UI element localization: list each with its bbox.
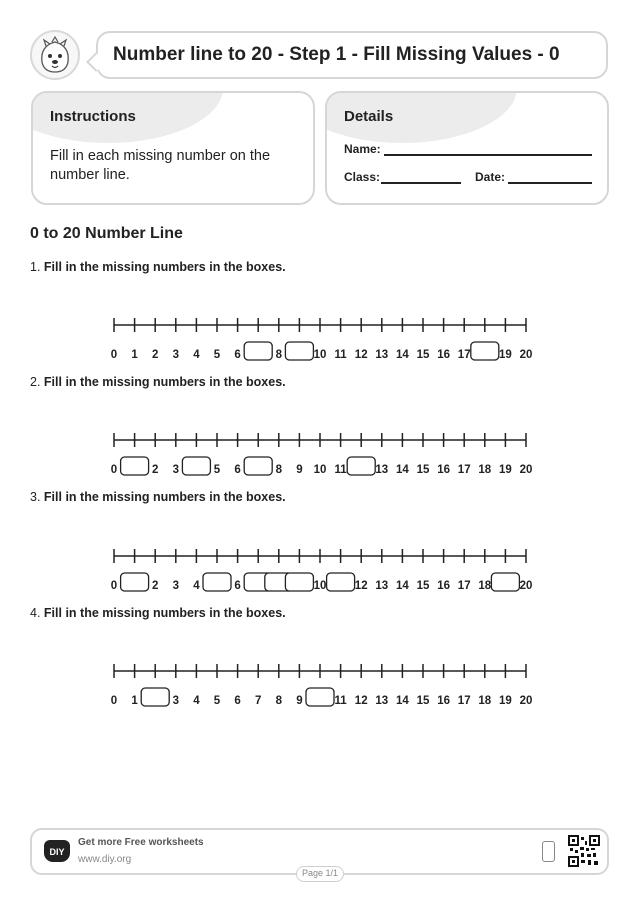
tick-label: 4 [193,580,200,592]
tick-label: 3 [172,695,180,707]
question-text: Fill in the missing numbers in the boxes. [43,606,286,620]
answer-box[interactable] [491,573,519,591]
tick-label: 11 [334,464,347,476]
page-indicator: Page 1/1 [296,866,344,882]
class-field[interactable] [381,182,461,184]
tick-label: 8 [275,695,283,707]
tick-label: 1 [131,695,138,707]
phone-icon [542,841,555,862]
tick-label: 16 [437,349,450,361]
instructions-text: Fill in each missing number on the number line. [50,148,271,183]
tick-label: 2 [151,464,159,476]
tick-label: 19 [499,464,512,476]
tick-label: 0 [110,695,118,707]
question-text: Fill in the missing numbers in the boxes. [43,260,286,274]
tick-label: 19 [499,349,512,361]
answer-box[interactable] [244,342,272,360]
question-number: 1. [30,260,41,274]
tick-label: 14 [396,695,409,707]
page-title: Number line to 20 - Step 1 - Fill Missing Values - 0 [113,44,560,65]
answer-box[interactable] [141,688,169,706]
tick-label: 2 [151,580,159,592]
mascot-face-icon [32,32,78,78]
tick-label: 13 [375,349,389,361]
name-label: Name: [344,142,381,156]
tick-label: 15 [416,580,430,592]
tick-label: 20 [519,580,533,592]
question-1-prompt [30,260,286,274]
answer-box[interactable] [121,573,149,591]
details-panel [325,91,609,205]
tick-label: 0 [110,349,118,361]
tick-label: 7 [254,695,262,707]
tick-label: 6 [234,464,241,476]
tick-label: 12 [354,349,368,361]
tick-label: 17 [457,580,471,592]
footer-url[interactable]: www.diy.org [78,854,132,865]
answer-box[interactable] [285,573,313,591]
answer-box[interactable] [327,573,355,591]
tick-label: 16 [437,580,450,592]
question-number: 3. [30,490,41,504]
tick-label: 10 [313,464,327,476]
question-4-prompt [30,606,286,620]
answer-box[interactable] [244,457,272,475]
tick-label: 2 [151,349,159,361]
diy-logo[interactable]: DIY [44,840,70,862]
tick-label: 20 [519,349,533,361]
tick-label: 14 [396,349,409,361]
number-line-2 [0,425,640,495]
tick-label: 0 [110,580,118,592]
answer-box[interactable] [306,688,334,706]
tick-label: 10 [313,349,327,361]
tick-label: 8 [275,464,283,476]
tick-label: 17 [457,695,471,707]
question-3-prompt [30,490,286,504]
tick-label: 13 [375,580,389,592]
footer-cta[interactable]: Get more Free worksheets [78,837,204,848]
tick-label: 15 [416,695,430,707]
name-field[interactable] [384,154,592,156]
tick-label: 10 [313,580,327,592]
tick-label: 18 [478,464,492,476]
tick-label: 11 [334,695,347,707]
tick-label: 4 [193,695,200,707]
question-number: 4. [30,606,41,620]
tick-label: 6 [234,580,241,592]
question-text: Fill in the missing numbers in the boxes. [43,490,286,504]
tick-label: 14 [396,580,409,592]
tick-label: 6 [234,695,241,707]
tick-label: 11 [334,349,347,361]
tick-label: 17 [457,464,471,476]
tick-label: 15 [416,349,430,361]
tick-label: 6 [234,349,241,361]
section-title: 0 to 20 Number Line [30,225,183,242]
answer-box[interactable] [203,573,231,591]
question-text: Fill in the missing numbers in the boxes. [43,375,286,389]
tick-label: 12 [354,580,368,592]
tick-label: 20 [519,464,533,476]
tick-label: 4 [193,349,200,361]
tick-label: 17 [457,349,471,361]
instructions-title: Instructions [50,108,136,125]
tick-label: 18 [478,695,492,707]
number-line-1 [0,310,640,380]
tick-label: 16 [437,695,450,707]
class-label: Class: [344,170,381,184]
date-field[interactable] [508,182,592,184]
tick-label: 20 [519,695,533,707]
tick-label: 12 [354,695,368,707]
tick-label: 5 [213,695,221,707]
answer-box[interactable] [471,342,499,360]
answer-box[interactable] [182,457,210,475]
tick-label: 13 [375,464,389,476]
number-line-4 [0,656,640,726]
instructions-panel [31,91,315,205]
tick-label: 16 [437,464,450,476]
tick-label: 14 [396,464,409,476]
question-2-prompt [30,375,286,389]
tick-label: 0 [110,464,118,476]
tick-label: 8 [275,349,283,361]
details-title: Details [344,108,394,125]
question-number: 2. [30,375,41,389]
title-bubble [96,31,608,79]
number-line-3 [0,541,640,611]
tick-label: 15 [416,464,430,476]
mascot-avatar [30,30,80,80]
tick-label: 13 [375,695,389,707]
tick-label: 9 [296,695,303,707]
tick-label: 18 [478,580,492,592]
tick-label: 5 [213,464,221,476]
tick-label: 3 [172,580,180,592]
tick-label: 9 [296,464,303,476]
answer-box[interactable] [121,457,149,475]
date-label: Date: [475,170,506,184]
tick-label: 3 [172,349,180,361]
tick-label: 3 [172,464,180,476]
tick-label: 19 [499,695,512,707]
tick-label: 5 [213,349,221,361]
tick-label: 1 [131,349,138,361]
answer-box[interactable] [285,342,313,360]
qr-code-icon [568,835,600,867]
answer-box[interactable] [347,457,375,475]
